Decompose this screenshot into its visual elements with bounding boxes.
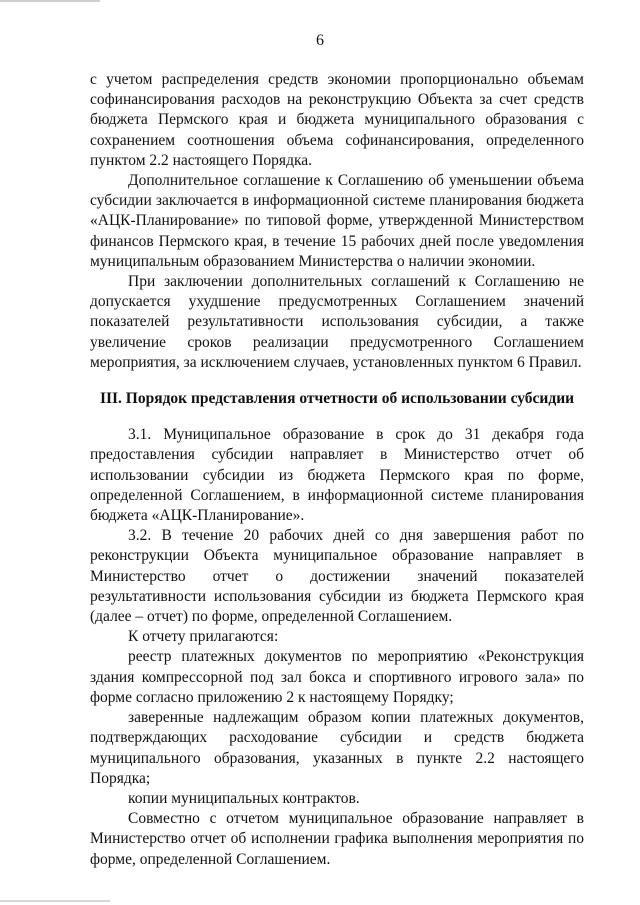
paragraph-2: Дополнительное соглашение к Соглашению об уменьшении объема субсидии заключается в информационной системе планирования бюджета «АЦК-Планирование» по типовой форме, утвержденной Министерством финансов Пермского края, в течение 15 рабочих дней после уведомления муниципальным образованием Министерства о наличии экономии. [90,172,584,270]
paragraph-3: При заключении дополнительных соглашений к Соглашению не допускается ухудшение предусмотренных Соглашением значений показателей результативности использования субсидии, а также увеличение сроков реализации предусмотренного Соглашением мероприятия, за исключением случаев, установленных пунктом 6 Правил. [90,273,584,371]
paragraph-3-1: 3.1. Муниципальное образование в срок до 31 декабря года предоставления субсидии направляет в Министерство отчет об использовании субсидии из бюджета Пермского края по форме, определенной Соглашением, в информационной системе планирования бюджета «АЦК-Планирование». [90,426,584,525]
paragraph-registry: реестр платежных документов по мероприятию «Реконструкция здания компрессорной под зал бокса и спортивного игрового зала» по форме согласно приложению 2 к настоящему Порядку; [90,648,584,706]
scan-edge-bottom [0,900,110,902]
paragraph-contract-copies: копии муниципальных контрактов. [128,789,360,807]
scan-edge-top [0,0,100,2]
paragraph-1: с учетом распределения средств экономии пропорционально объемам софинансирования расходов на реконструкцию Объекта за счет средств бюджета Пермского края и бюджета муниципального образования с сохранением соотношения объема софинансирования, определенного пунктом 2.2 настоящего Порядка. [90,71,584,169]
paragraph-payment-copies: заверенные надлежащим образом копии платежных документов, подтверждающих расходование субсидии и средств бюджета муниципального образования, указанных в пункте 2.2 настоящего Порядка; [90,709,584,787]
page-number: 6 [316,32,324,49]
section-heading: III. Порядок представления отчетности об использовании субсидии [99,390,575,408]
document-body [90,70,584,870]
paragraph-3-2: 3.2. В течение 20 рабочих дней со дня завершения работ по реконструкции Объекта муниципальное образование направляет в Министерство отчет о достижении значений показателей результативности использования субсидии из бюджета Пермского края (далее – отчет) по форме, определенной Соглашением. [90,527,584,626]
paragraph-attachments-intro: К отчету прилагаются: [128,628,279,646]
paragraph-schedule-report: Совместно с отчетом муниципальное образование направляет в Министерство отчет об исполнении графика выполнения мероприятия по форме, определенной Соглашением. [90,810,584,868]
